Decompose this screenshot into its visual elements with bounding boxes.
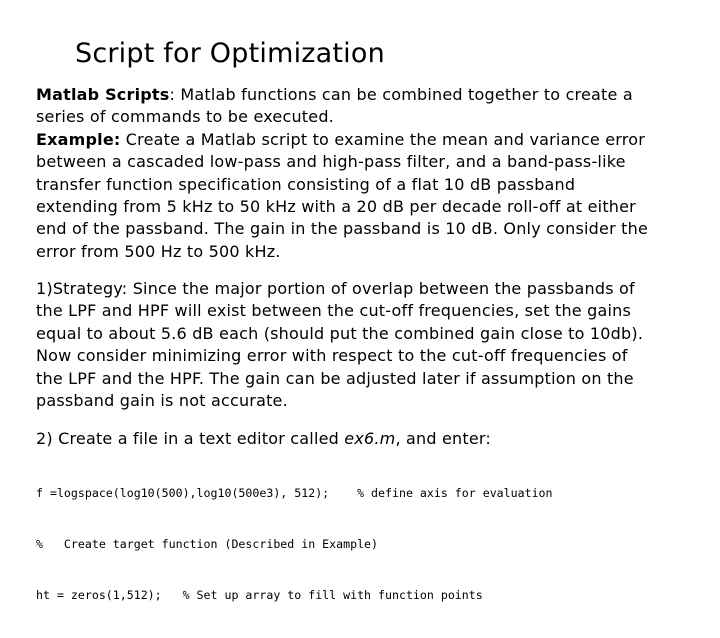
description-paragraph (36, 84, 691, 263)
paragraph-line: 1)Strategy: Since the major portion of overlap between the passbands of (36, 279, 635, 298)
paragraph-line: the LPF and the HPF. The gain can be adjusted later if assumption on the (36, 368, 634, 388)
slide-title: Script for Optimization (75, 38, 385, 69)
paragraph-line: transfer function specification consisting of a flat 10 dB passband (36, 174, 576, 194)
paragraph-text: : Matlab functions can be combined together to create a (169, 85, 633, 104)
instruction-text: , and enter: (395, 429, 492, 448)
paragraph-line (36, 129, 691, 151)
example-label: Example: (36, 129, 121, 149)
code-block (36, 451, 696, 638)
paragraph-line: Now consider minimizing error with respect to the cut-off frequencies of (36, 346, 628, 366)
paragraph-line: extending from 5 kHz to 50 kHz with a 20 dB per decade roll-off at either (36, 197, 636, 217)
paragraph-text: Create a Matlab script to examine the mean and variance error (120, 129, 645, 149)
instruction-text: 2) Create a file in a text editor called (36, 429, 345, 448)
paragraph-line (36, 428, 691, 450)
paragraph-line: error from 500 Hz to 500 kHz. (36, 241, 281, 261)
paragraph-line: series of commands to be executed. (36, 107, 334, 127)
strategy-paragraph (36, 278, 691, 412)
instruction-paragraph (36, 428, 691, 450)
code-line: % Create target function (Described in Example) (36, 537, 379, 551)
matlab-scripts-label: Matlab Scripts (36, 85, 170, 104)
paragraph-line: the LPF and HPF will exist between the cut-off frequencies, set the gains (36, 301, 632, 321)
paragraph-line: between a cascaded low-pass and high-pass filter, and a band-pass-like (36, 152, 626, 172)
paragraph-line (36, 84, 691, 106)
filename: ex6.m (344, 429, 396, 448)
paragraph-line: end of the passband. The gain in the passband is 10 dB. Only consider the (36, 219, 648, 239)
paragraph-line: equal to about 5.6 dB each (should put the combined gain close to 10db). (36, 323, 644, 343)
code-line: ht = zeros(1,512); % Set up array to fill with function points (36, 588, 483, 602)
code-line: f =logspace(log10(500),log10(500e3), 512); % define axis for evaluation (36, 486, 553, 500)
paragraph-line: passband gain is not accurate. (36, 391, 288, 411)
